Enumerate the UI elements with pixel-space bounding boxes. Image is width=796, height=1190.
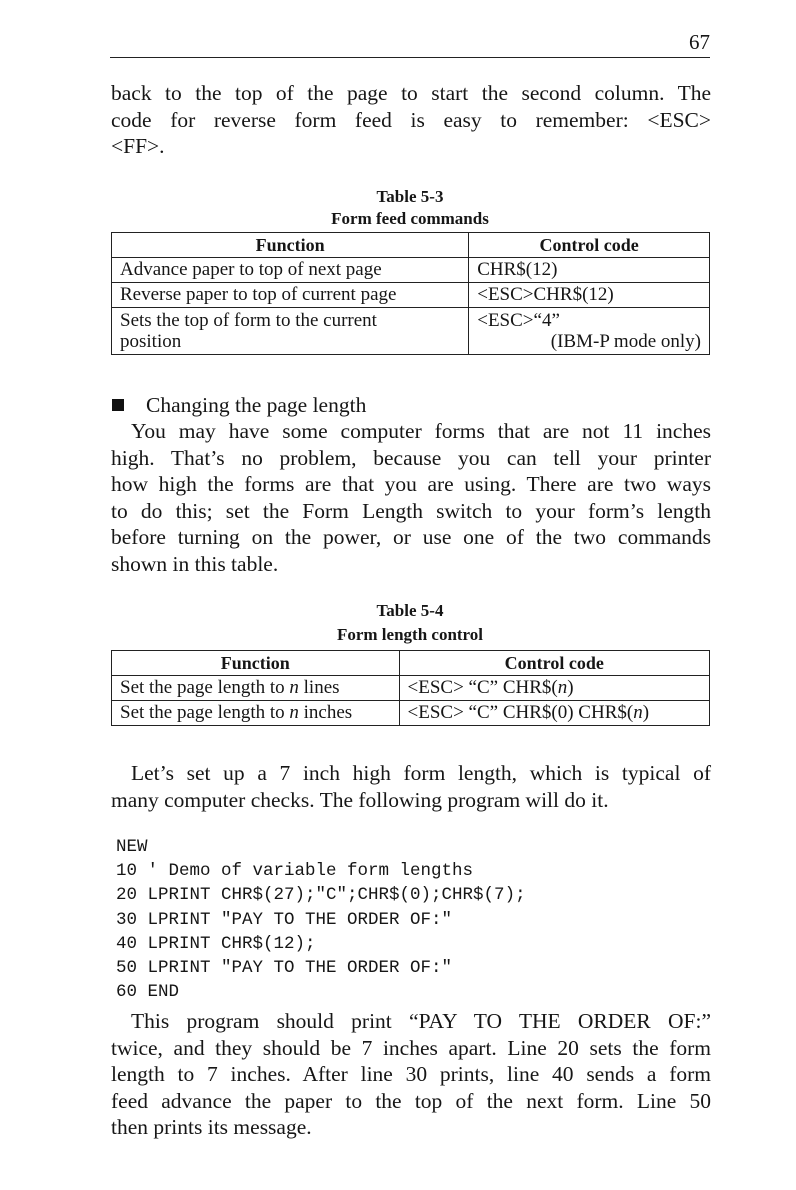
- function-cell: [112, 308, 469, 355]
- form-length-table: [111, 650, 710, 726]
- table-5-3-subtitle: Form feed commands: [331, 209, 489, 228]
- control-code-cell: [399, 701, 709, 726]
- cell-text: <ESC> “C” CHR$(0) CHR$(: [407, 702, 634, 723]
- example-paragraph: [111, 760, 711, 813]
- section-heading-text: Changing the page length: [146, 393, 367, 417]
- form-feed-table: [111, 232, 710, 355]
- text-line: shown in this table.: [111, 551, 279, 576]
- section-heading: [112, 393, 366, 418]
- text-line: to do this; set the Form Length switch to your form’s length: [111, 498, 711, 523]
- column-header: Function: [112, 233, 469, 258]
- cell-line: position: [120, 331, 182, 352]
- variable-n: n: [633, 702, 643, 723]
- text-line: many computer checks. The following program will do it.: [111, 787, 609, 812]
- cell-text: ): [642, 702, 650, 723]
- column-header: Function: [112, 651, 400, 676]
- code-line: 60 END: [116, 982, 180, 1003]
- table-row: [112, 258, 710, 283]
- table-5-3-title: Table 5-3: [376, 187, 444, 206]
- cell-line: Sets the top of form to the current: [120, 310, 377, 331]
- text-line: This program should print “PAY TO THE ORDER OF:”: [131, 1009, 711, 1033]
- text-line: before turning on the power, or use one of the two commands: [111, 525, 711, 549]
- text-line: code for reverse form feed is easy to remember: <ESC>: [111, 107, 711, 132]
- table-header-row: [112, 651, 710, 676]
- text-line: <FF>.: [111, 134, 165, 158]
- table-row: [112, 701, 710, 726]
- text-line: back to the top of the page to start the second column. The: [111, 81, 711, 105]
- text-line: twice, and they should be 7 inches apart. Line 20 sets the form: [111, 1035, 711, 1060]
- code-line: 10 ' Demo of variable form lengths: [116, 861, 474, 882]
- cell-line: (IBM-P mode only): [550, 331, 701, 352]
- function-cell: Reverse paper to top of current page: [112, 283, 469, 308]
- variable-n: n: [289, 702, 299, 723]
- text-line: You may have some computer forms that are not 11 inches: [131, 419, 711, 443]
- table-row: [112, 308, 710, 355]
- header-rule: [110, 57, 710, 58]
- text-line: high. That’s no problem, because you can tell your printer: [111, 445, 711, 470]
- text-line: length to 7 inches. After line 30 prints, line 40 sends a form: [111, 1062, 711, 1086]
- cell-text: lines: [298, 677, 340, 698]
- intro-paragraph: [111, 80, 711, 160]
- table-5-4-title: Table 5-4: [376, 601, 444, 620]
- page-number: 67: [689, 30, 710, 54]
- variable-n: n: [289, 677, 299, 698]
- table-row: [112, 283, 710, 308]
- cell-text: inches: [298, 702, 353, 723]
- cell-text: ): [567, 677, 574, 698]
- code-line: 40 LPRINT CHR$(12);: [116, 933, 316, 954]
- text-line: feed advance the paper to the top of the next form. Line 50: [111, 1088, 711, 1113]
- function-cell: [112, 701, 400, 726]
- code-line: NEW: [116, 837, 148, 857]
- section-paragraph: [111, 418, 711, 577]
- column-header: Control code: [469, 233, 710, 258]
- code-line: 30 LPRINT "PAY TO THE ORDER OF:": [116, 909, 453, 930]
- code-line: 20 LPRINT CHR$(27);"C";CHR$(0);CHR$(7);: [116, 885, 526, 906]
- control-code-cell: <ESC>CHR$(12): [469, 283, 710, 308]
- table-row: [112, 676, 710, 701]
- closing-paragraph: [111, 1008, 711, 1141]
- text-line: then prints its message.: [111, 1115, 312, 1139]
- table-5-4-subtitle: Form length control: [336, 625, 484, 644]
- bullet-square-icon: [112, 399, 124, 411]
- table-header-row: [112, 233, 710, 258]
- variable-n: n: [557, 677, 568, 698]
- control-code-cell: [469, 308, 710, 355]
- cell-text: <ESC> “C” CHR$(: [407, 677, 558, 698]
- program-listing: [116, 835, 526, 1004]
- text-line: how high the forms are that you are using. There are two ways: [111, 472, 711, 496]
- function-cell: [112, 676, 400, 701]
- cell-line: <ESC>“4”: [477, 310, 560, 331]
- column-header: Control code: [399, 651, 709, 676]
- control-code-cell: CHR$(12): [469, 258, 710, 283]
- text-line: Let’s set up a 7 inch high form length, which is typical of: [131, 761, 711, 785]
- cell-text: Set the page length to: [120, 677, 290, 698]
- control-code-cell: [399, 676, 709, 701]
- function-cell: Advance paper to top of next page: [112, 258, 469, 283]
- cell-text: Set the page length to: [120, 702, 290, 723]
- code-line: 50 LPRINT "PAY TO THE ORDER OF:": [116, 958, 453, 979]
